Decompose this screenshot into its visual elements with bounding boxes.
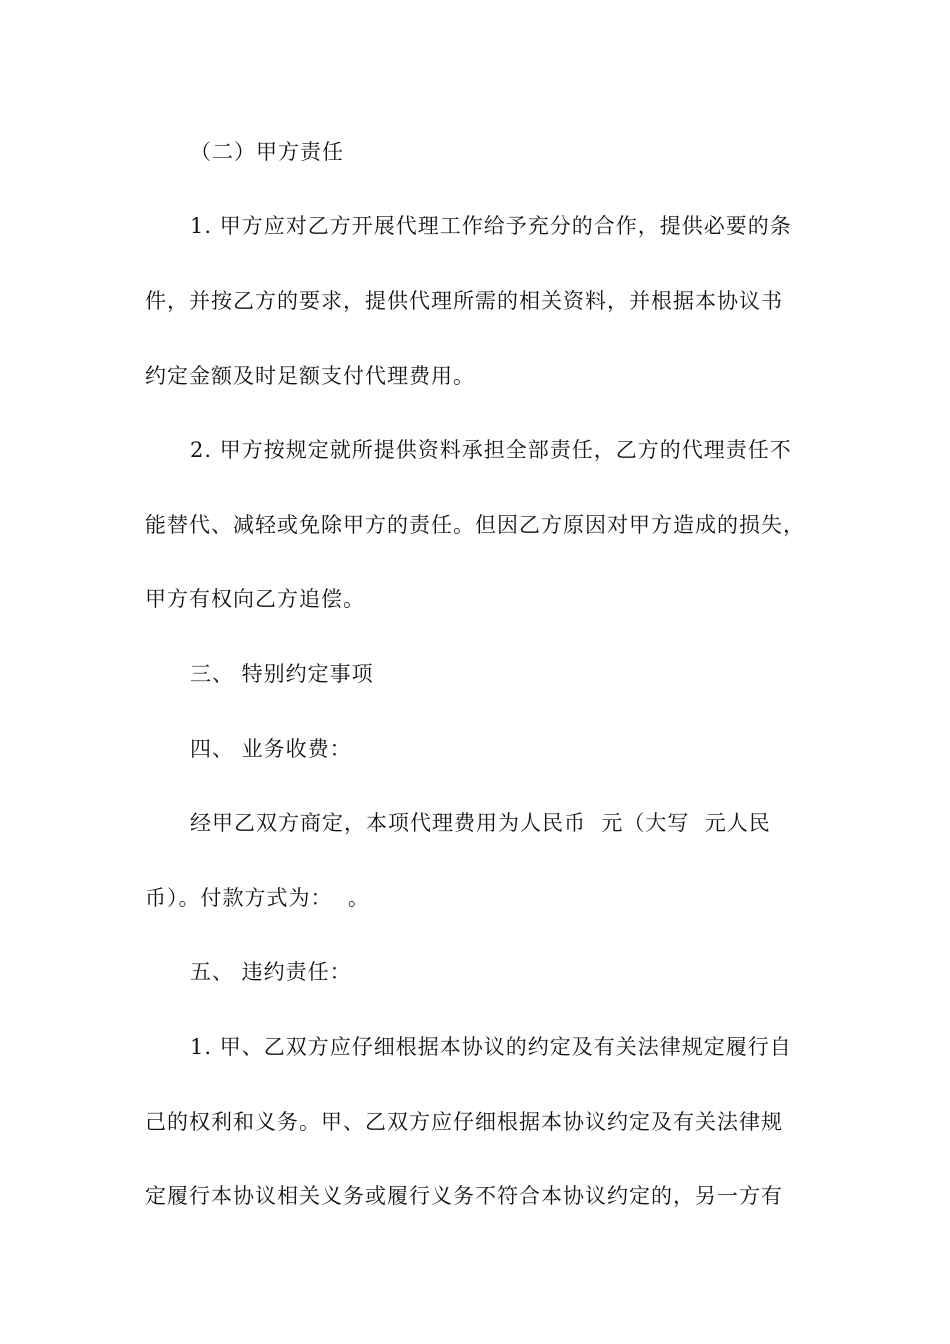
section-heading-fees: 四、 业务收费： [190, 737, 352, 761]
paragraph-line: 1. 甲方应对乙方开展代理工作给予充分的合作，提供必要的条 [190, 214, 792, 238]
paragraph-line: 币）。付款方式为： 。 [145, 886, 370, 910]
paragraph-line: 能替代、减轻或免除甲方的责任。但因乙方原因对甲方造成的损失， [145, 513, 805, 537]
section-heading-party-a-duties: （二）甲方责任 [190, 140, 344, 164]
paragraph-line: 1. 甲、乙双方应仔细根据本协议的约定及有关法律规定履行自 [190, 1035, 792, 1059]
paragraph-line: 2. 甲方按规定就所提供资料承担全部责任，乙方的代理责任不 [190, 438, 792, 462]
paragraph-line: 经甲乙双方商定，本项代理费用为人民币 元（大写 元人民 [190, 811, 771, 835]
section-heading-liability: 五、 违约责任： [190, 960, 352, 984]
paragraph-line: 件，并按乙方的要求，提供代理所需的相关资料，并根据本协议书 [145, 289, 783, 313]
paragraph-line: 约定金额及时足额支付代理费用。 [145, 364, 475, 388]
section-heading-special-terms: 三、 特别约定事项 [190, 662, 374, 686]
paragraph-line: 甲方有权向乙方追偿。 [145, 587, 365, 611]
paragraph-line: 己的权利和义务。甲、乙双方应仔细根据本协议约定及有关法律规 [145, 1110, 783, 1134]
paragraph-line: 定履行本协议相关义务或履行义务不符合本协议约定的，另一方有 [145, 1184, 783, 1208]
